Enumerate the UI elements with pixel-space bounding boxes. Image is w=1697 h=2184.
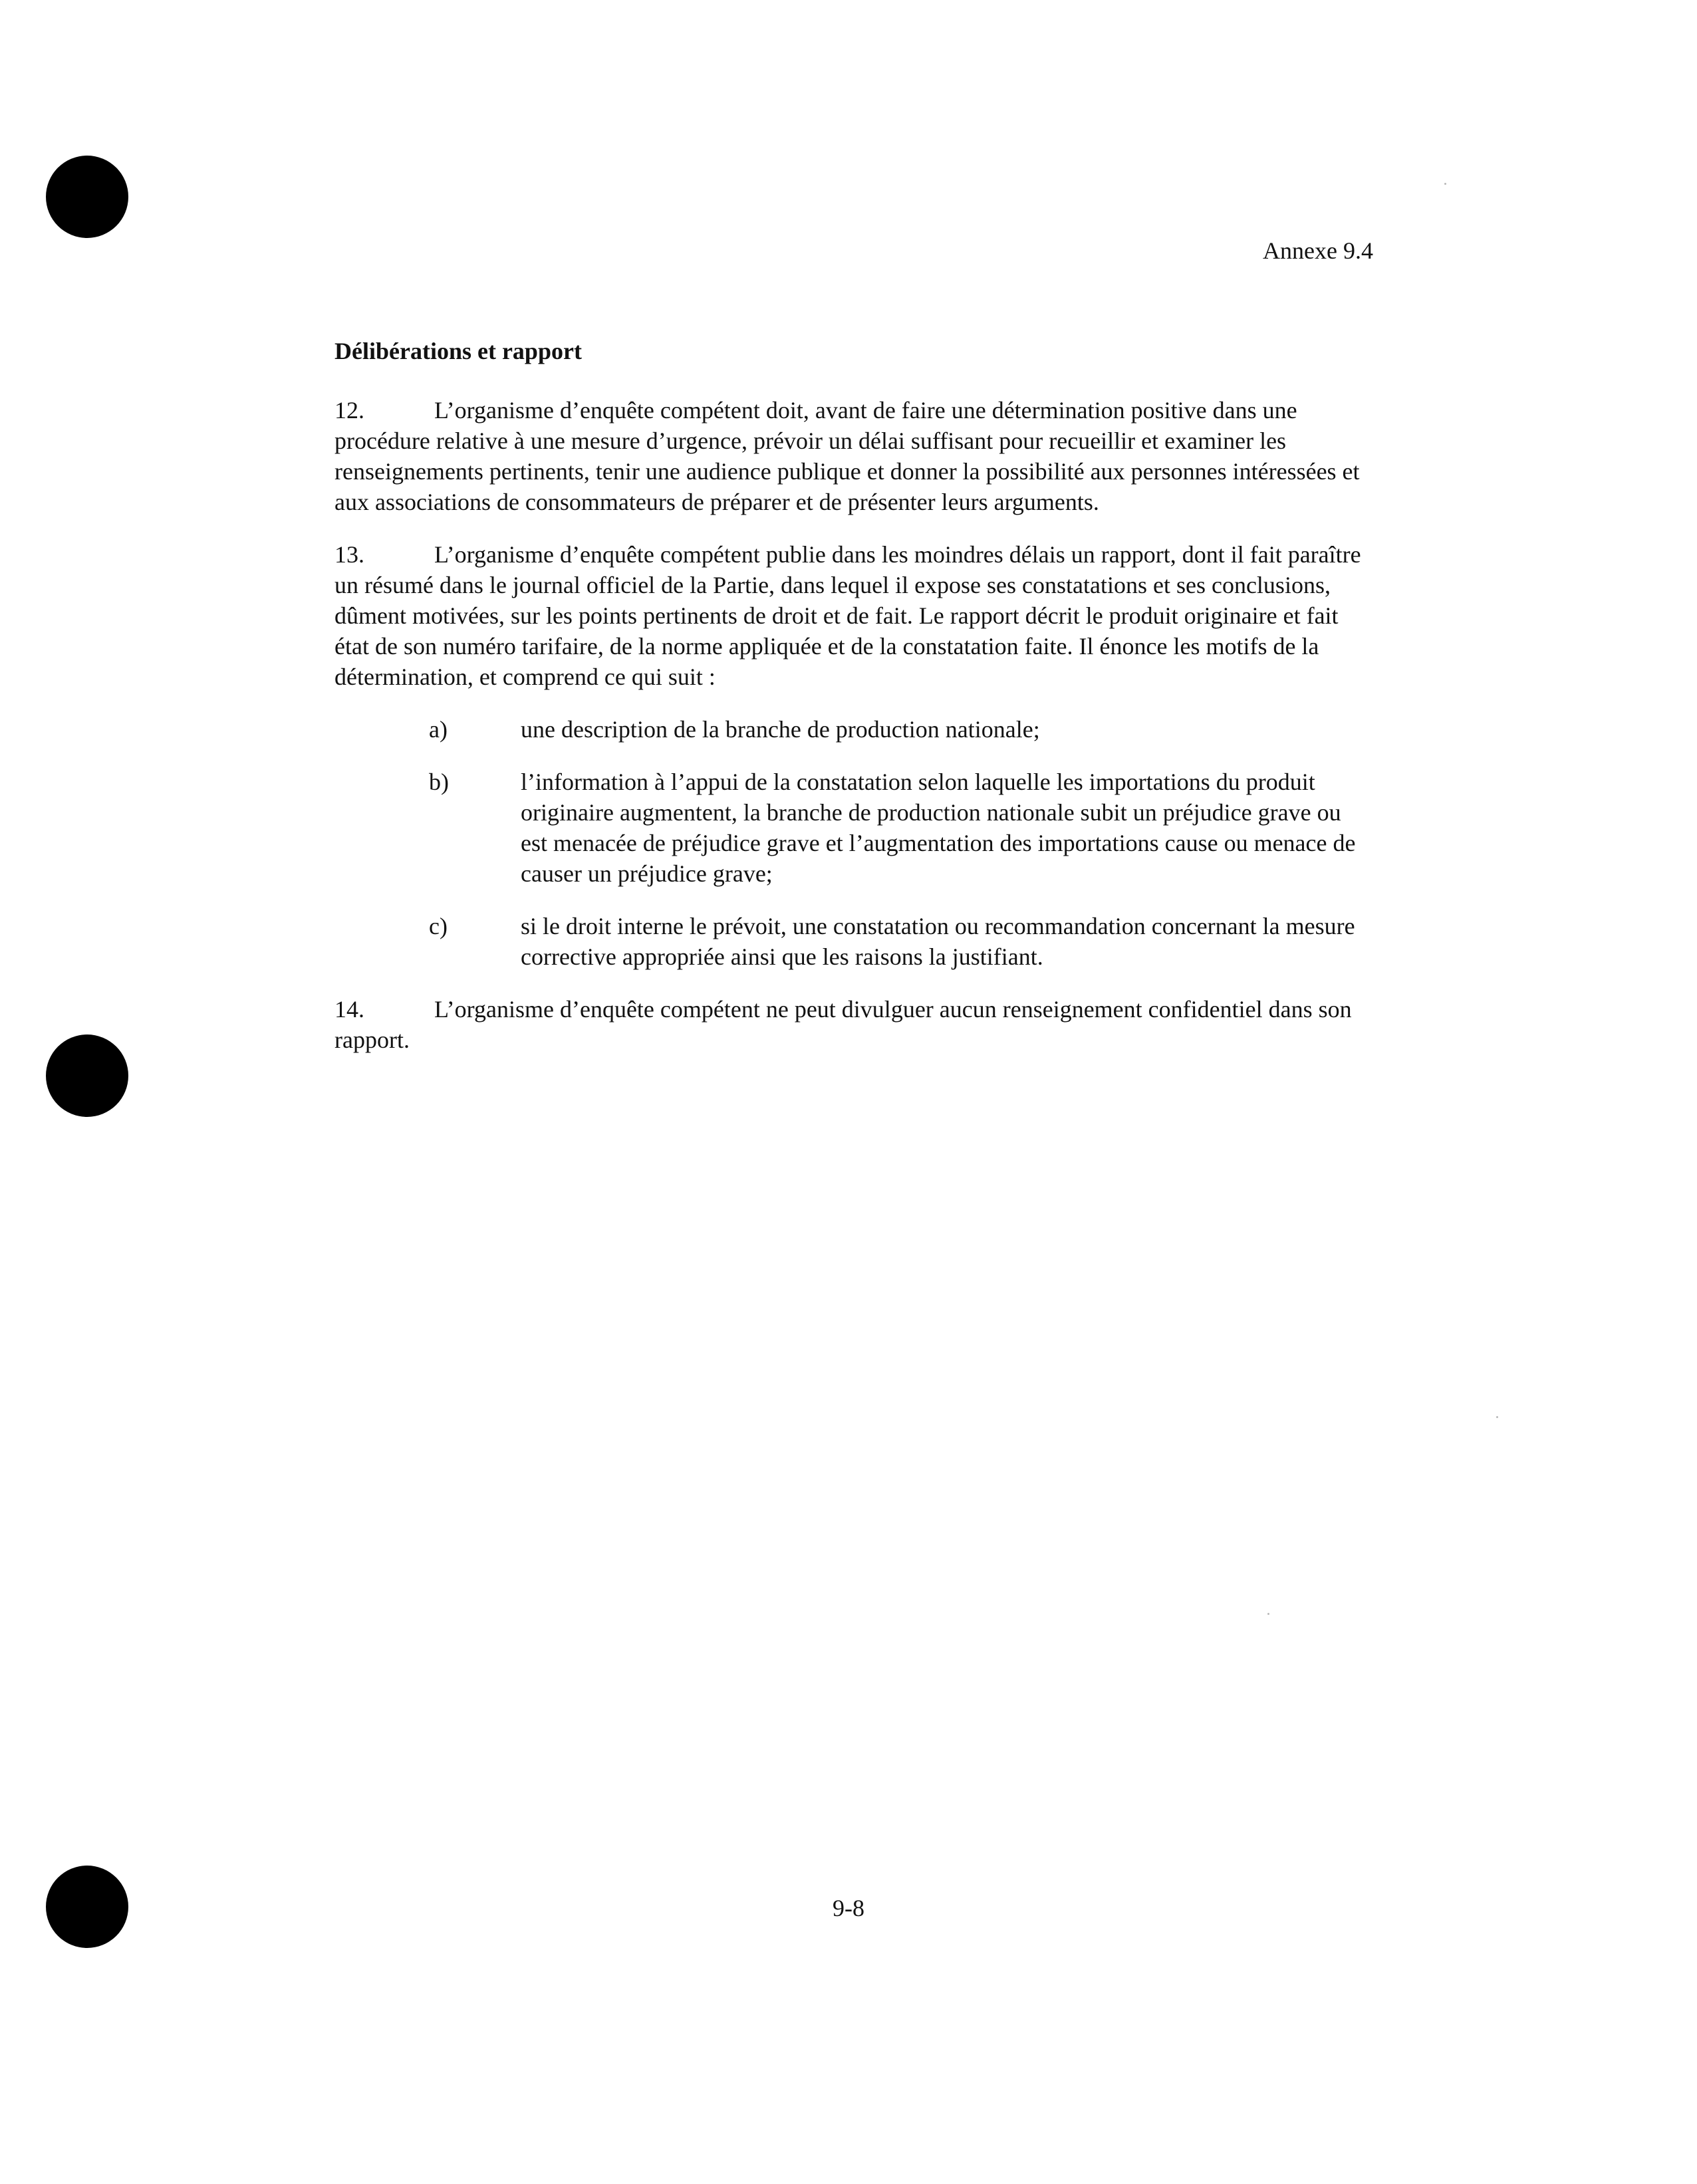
paragraph-number: 13. [334,541,364,568]
list-item-text: une description de la branche de production nationale; [521,716,1040,743]
requirements-list [334,714,1372,972]
paragraph-text: L’organisme d’enquête compétent publie dans les moindres délais un rapport, dont il fait paraître un résumé dans le journal officiel de la Partie, dans lequel il expose ses constatations et ses conclusions, dûment motivées, sur les points pertinents de droit et de fait. Le rapport décrit le produit originaire et fait état de son numéro tarifaire, de la norme appliquée et de la constatation faite. Il énonce les motifs de la détermination, et comprend ce qui suit : [334,541,1361,690]
scan-speck [1444,183,1446,185]
paragraph-text: L’organisme d’enquête compétent doit, avant de faire une détermination positive dans une procédure relative à une mesure d’urgence, prévoir un délai suffisant pour recueillir et examiner les renseignements pertinents, tenir une audience publique et donner la possibilité aux personnes intéressées et aux associations de consommateurs de préparer et de présenter leurs arguments. [334,397,1360,515]
paragraph-number: 12. [334,397,364,424]
list-marker: b) [429,769,449,795]
punch-hole-middle [46,1034,128,1117]
paragraph-number: 14. [334,996,364,1023]
list-item-a [334,714,1372,745]
punch-hole-bottom [46,1866,128,1948]
list-item-b [334,767,1372,889]
section-title: Délibérations et rapport [334,338,582,364]
list-item-c [334,911,1372,972]
list-marker: c) [429,913,448,939]
paragraph-14 [334,994,1372,1055]
punch-hole-top [46,156,128,238]
paragraph-12 [334,395,1372,517]
list-marker: a) [429,716,448,743]
paragraph-13 [334,539,1372,692]
scan-speck [1496,1416,1498,1418]
document-body [334,336,1372,1077]
list-item-text: l’information à l’appui de la constatation selon laquelle les importations du produit originaire augmentent, la branche de production nationale subit un préjudice grave ou est menacée de préjudice grave et l’augmentation des importations cause ou menace de causer un préjudice grave; [521,769,1356,887]
scan-speck [1267,1613,1269,1615]
annex-label: Annexe 9.4 [1263,237,1373,264]
page-number: 9-8 [833,1895,864,1921]
paragraph-text: L’organisme d’enquête compétent ne peut divulguer aucun renseignement confidentiel dans son rapport. [334,996,1352,1053]
list-item-text: si le droit interne le prévoit, une constatation ou recommandation concernant la mesure corrective appropriée ainsi que les raisons la justifiant. [521,913,1355,970]
